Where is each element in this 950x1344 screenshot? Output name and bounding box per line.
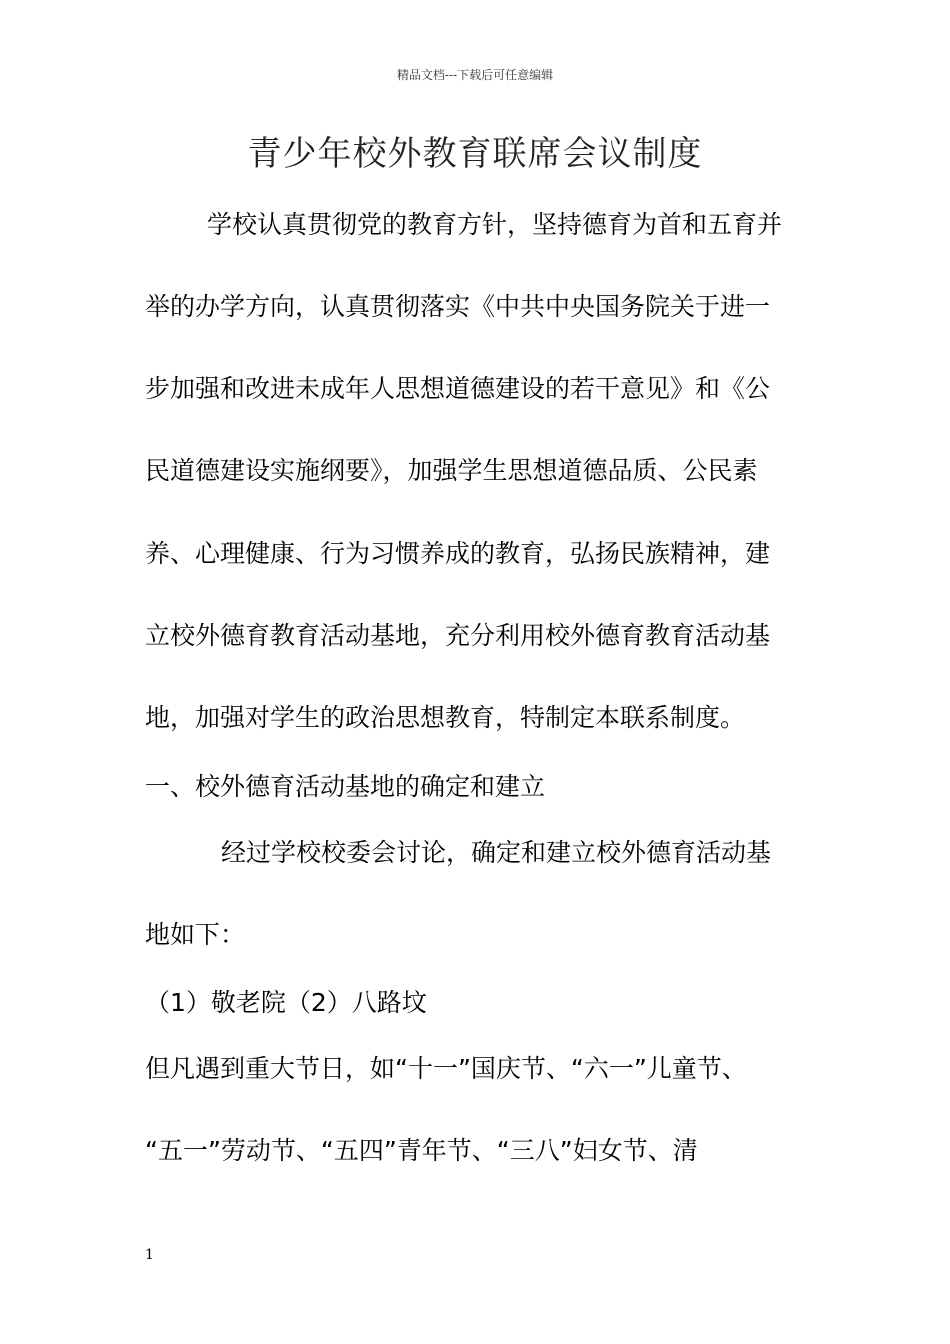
paragraph-line: 举的办学方向，认真贯彻落实《中共中央国务院关于进一 [145, 292, 771, 321]
paragraph-line: “五一”劳动节、“五四”青年节、“三八”妇女节、清 [145, 1136, 698, 1165]
paragraph-line: 地如下： [145, 920, 246, 949]
paragraph-line: 养、心理健康、行为习惯养成的教育，弘扬民族精神，建 [145, 539, 771, 568]
paragraph-line: 步加强和改进未成年人思想道德建设的若干意见》和《公 [145, 374, 771, 403]
paragraph-line: 民道德建设实施纲要》，加强学生思想道德品质、公民素 [145, 456, 758, 485]
list-line: （1）敬老院（2）八路坟 [145, 988, 427, 1017]
document-title: 青少年校外教育联席会议制度 [247, 134, 703, 174]
paragraph-line: 学校认真贯彻党的教育方针，坚持德育为首和五育并 [207, 210, 783, 239]
page-number: 1 [145, 1247, 154, 1263]
paragraph-line: 但凡遇到重大节日，如“十一”国庆节、“六一”儿童节、 [145, 1054, 747, 1083]
paragraph-line: 立校外德育教育活动基地，充分利用校外德育教育活动基 [145, 621, 771, 650]
paragraph-line: 经过学校校委会讨论，确定和建立校外德育活动基 [221, 838, 772, 867]
section-heading: 一、校外德育活动基地的确定和建立 [145, 772, 546, 801]
page-header: 精品文档---下载后可任意编辑 [396, 68, 554, 82]
paragraph-line: 地，加强对学生的政治思想教育，特制定本联系制度。 [145, 703, 746, 732]
